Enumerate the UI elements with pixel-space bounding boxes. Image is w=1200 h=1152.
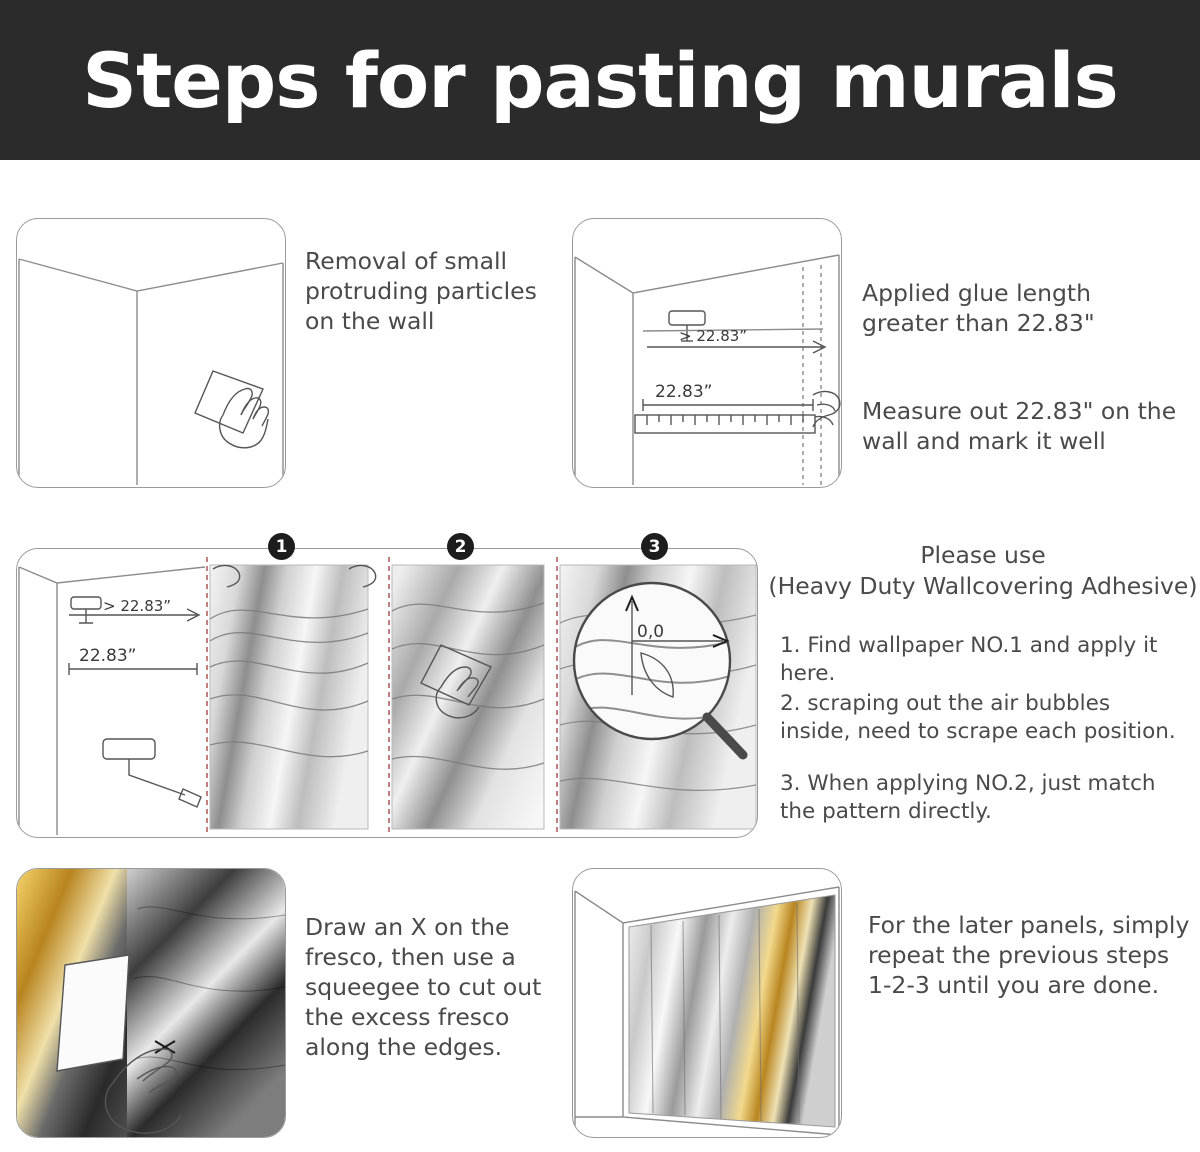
illustration-finished-wall (573, 869, 841, 1137)
panel-4-caption: Draw an X on the fresco, then use a squeegee to cut out the excess fresco along the edges. (305, 913, 542, 1061)
panel-2-caption-measure: Measure out 22.83" on the wall and mark it well (862, 397, 1177, 455)
steps-board (0, 160, 1200, 1152)
badge-step-3: 3 (641, 533, 668, 560)
svg-text:22.83”: 22.83” (79, 646, 137, 666)
instruction-step-2: 2. scraping out the air bubbles inside, need to scrape each position. (780, 691, 1176, 744)
page-title: Steps for pasting murals (82, 35, 1118, 125)
label-measure: 22.83” (655, 382, 713, 402)
svg-text:> 22.83”: > 22.83” (103, 597, 172, 615)
illustration-glue-and-measure (573, 219, 841, 487)
label-origin: 0,0 (637, 622, 665, 642)
adhesive-heading (768, 540, 1198, 602)
page-header (0, 0, 1200, 160)
illustration-wall-corner-scrape (17, 219, 285, 487)
panel-2-caption-glue: Applied glue length greater than 22.83" (862, 279, 1095, 337)
illustration-three-steps (17, 549, 757, 837)
panel-1-caption: Removal of small protruding particles on the wall (305, 247, 537, 335)
badge-step-2: 2 (447, 533, 474, 560)
panel-application-steps (16, 548, 758, 838)
panel-repeat-steps (572, 868, 842, 1138)
adhesive-heading-line2: (Heavy Duty Wallcovering Adhesive) (768, 572, 1198, 600)
badge-step-1: 1 (268, 533, 295, 560)
panel-5-caption: For the later panels, simply repeat the previous steps 1-2-3 until you are done. (868, 911, 1190, 999)
adhesive-heading-line1: Please use (920, 541, 1046, 569)
label-greater-than: > 22.83” (679, 327, 748, 345)
instruction-step-1: 1. Find wallpaper NO.1 and apply it here. (780, 633, 1158, 686)
illustration-cut-excess (17, 869, 285, 1137)
panel-wall-cleaning (16, 218, 286, 488)
instruction-step-3: 3. When applying NO.2, just match the pattern directly. (780, 771, 1156, 824)
panel-glue-measure (572, 218, 842, 488)
panel-trim-excess (16, 868, 286, 1138)
